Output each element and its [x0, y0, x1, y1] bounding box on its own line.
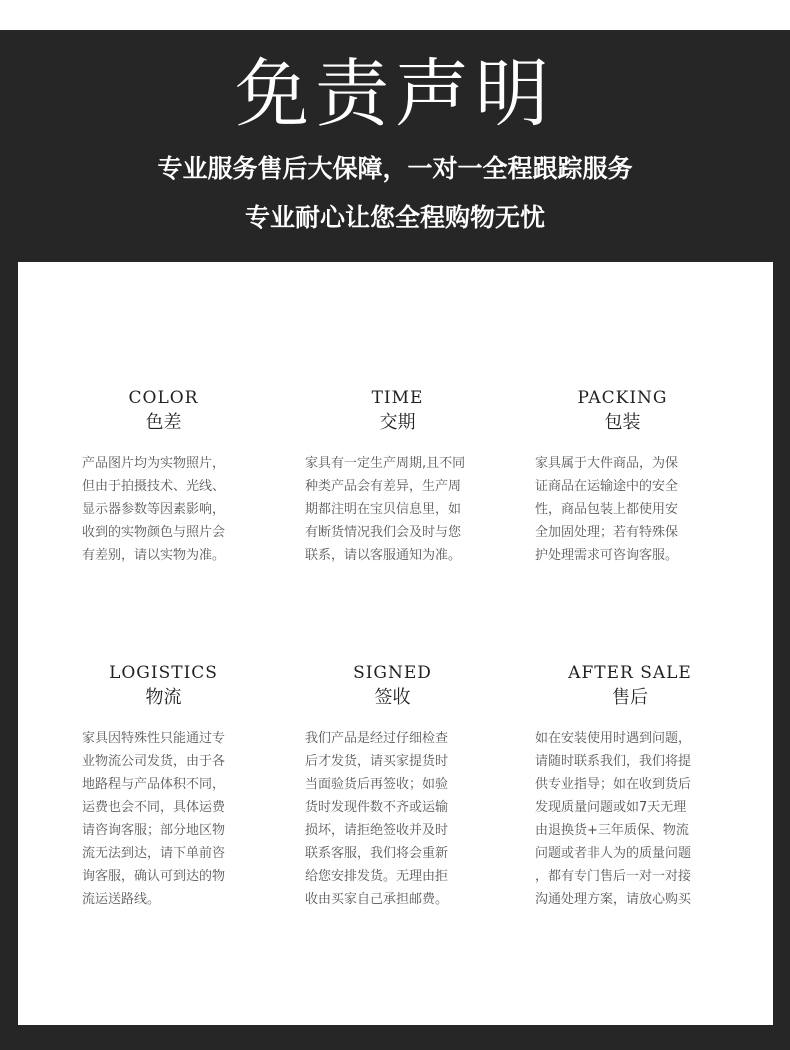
item-chinese-title: 售后: [612, 687, 648, 708]
top-margin: [0, 0, 790, 30]
item-english-title: TIME: [371, 388, 424, 408]
item-english-title: AFTER SALE: [568, 663, 692, 683]
item-description: 产品图片均为实物照片， 但由于拍摄技术、光线、 显示器参数等因素影响， 收到的实物颜色与照片会 有差别，请以实物为准。: [82, 456, 226, 563]
page-title: 免责声明: [235, 51, 555, 137]
disclaimer-item-time: [305, 387, 490, 567]
service-slogan: 专业服务售后大保障，一对一全程跟踪服务: [157, 154, 633, 183]
disclaimer-item-color: [76, 387, 251, 567]
item-chinese-title: 色差: [145, 412, 182, 433]
item-english-title: PACKING: [577, 388, 668, 408]
disclaimer-content-card: [18, 262, 773, 1025]
disclaimer-item-packing: [535, 387, 710, 567]
disclaimer-item-signed: [305, 662, 480, 911]
item-description: 如在安装使用时遇到问题， 请随时联系我们，我们将提 供专业指导；如在收到货后 发现质量问题或如7天无理 由退换货+三年质保、物流 问题或者非人为的质量问题 ，都有专门售后一对一对接 沟通处理方案，请放心购买: [535, 731, 692, 907]
item-chinese-title: 包装: [604, 412, 641, 433]
item-english-title: LOGISTICS: [109, 663, 218, 683]
item-description: 家具有一定生产周期,且不同 种类产品会有差异，生产周 期都注明在宝贝信息里，如 有断货情况我们会及时与您 联系，请以客服通知为准。: [305, 456, 466, 563]
item-description: 家具属于大件商品，为保 证商品在运输途中的安全 性，商品包装上都使用安 全加固处理；若有特殊保 护处理需求可咨询客服。: [535, 456, 679, 563]
disclaimer-item-logistics: [76, 662, 251, 911]
item-english-title: COLOR: [128, 388, 199, 408]
item-chinese-title: 签收: [374, 687, 411, 708]
item-chinese-title: 物流: [145, 687, 182, 708]
item-chinese-title: 交期: [379, 412, 416, 433]
disclaimer-item-after-sale: [535, 662, 725, 911]
item-description: 我们产品是经过仔细检查 后才发货，请买家提货时 当面验货后再签收；如验 货时发现件数不齐或运输 损坏，请拒绝签收并及时 联系客服，我们将会重新 给您安排发货。无理由拒 收由买家自己承担邮费。: [305, 731, 449, 907]
item-description: 家具因特殊性只能通过专 业物流公司发货，由于各 地路程与产品体积不同， 运费也会不同，具体运费 请咨询客服；部分地区物 流无法到达，请下单前咨 询客服，确认可到达的物 流运送路线。: [82, 731, 226, 907]
shopping-slogan: 专业耐心让您全程购物无忧: [244, 203, 545, 232]
item-english-title: SIGNED: [353, 663, 432, 683]
